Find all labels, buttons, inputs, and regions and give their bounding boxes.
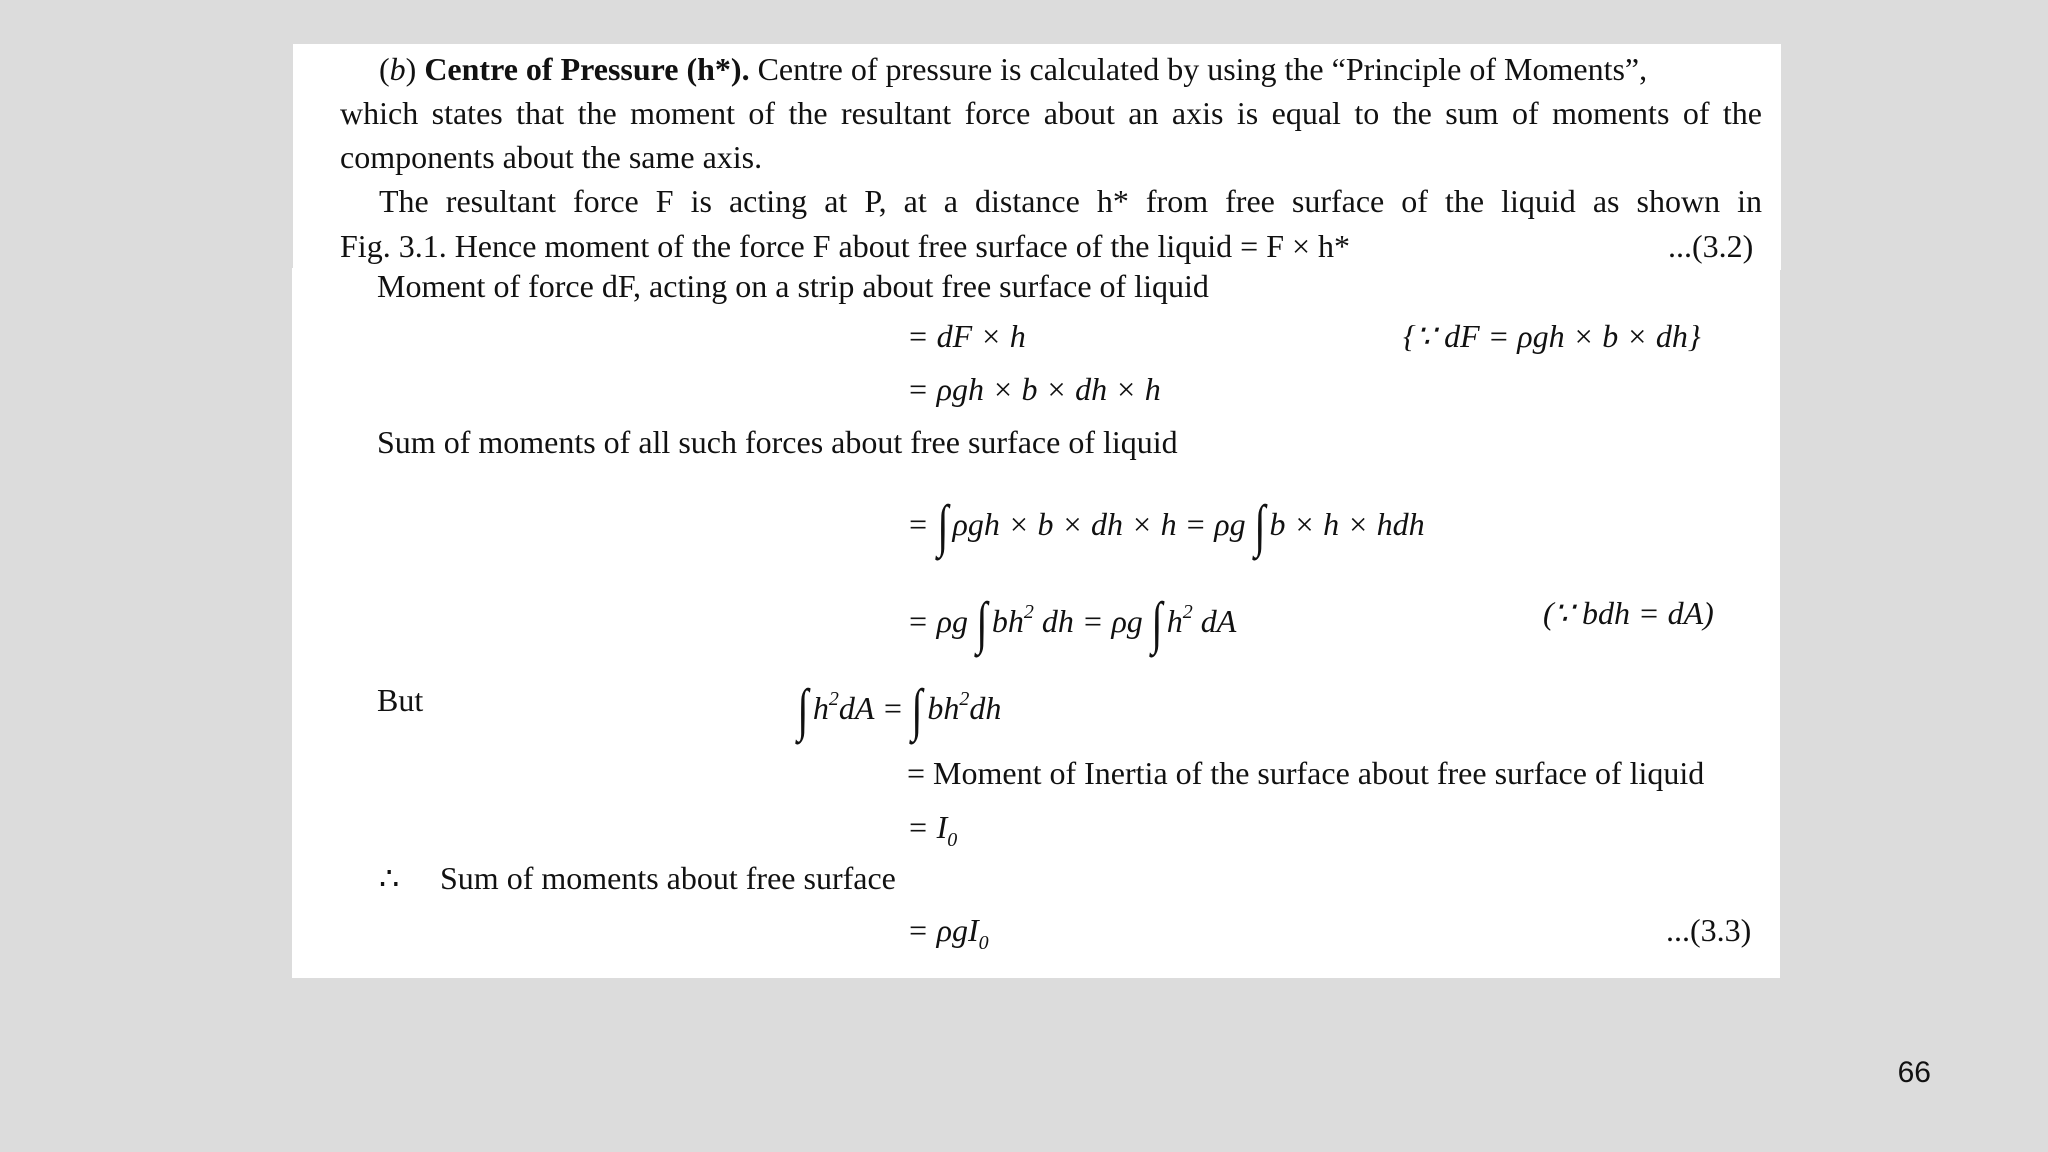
equation-1: = dF × h [907,318,1026,354]
integral-symbol: ∫ [797,677,809,742]
equation-4-note: (∵ bdh = dA) [1543,595,1714,631]
equation-4: = ρg ∫ $bh^2$ dh = ρg ∫ $h^2$ dA [907,590,1237,655]
integral-symbol: ∫ [1253,493,1266,558]
equation-6: = Moment of Inertia of the surface about free surface of liquid [907,755,1705,791]
equation-3: = ∫ ρgh × b × dh × h = ρg ∫ b × h × hdh [907,493,1425,558]
para2-line-1: The resultant force F is acting at P, at a distance h* from free surface of the liquid as shown in [379,183,1762,219]
section-line-2: which states that the moment of the resultant force about an axis is equal to the sum of moments of the [340,95,1762,131]
integral-symbol: ∫ [911,677,923,742]
therefore-symbol: ∴ [379,860,400,896]
integral-symbol: ∫ [1151,590,1163,655]
para2-line-2: Fig. 3.1. Hence moment of the force F about free surface of the liquid = F × h* [340,228,1351,264]
sum-moments-text: Sum of moments of all such forces about free surface of liquid [377,424,1178,460]
equation-1-note: {∵ dF = ρgh × b × dh} [1403,318,1701,354]
moment-strip-text: Moment of force dF, acting on a strip about free surface of liquid [377,268,1209,304]
equation-2: = ρgh × b × dh × h [907,371,1161,407]
equation-ref-3-3: ...(3.3) [1666,912,1752,948]
equation-7: = $I_0$ [907,809,958,851]
integral-symbol: ∫ [936,493,949,558]
page-number: 66 [1897,1056,1931,1089]
equation-8: = ρgI$_0$ [907,912,989,954]
integral-symbol: ∫ [976,590,988,655]
equation-ref-3-2: ...(3.2) [1668,228,1754,264]
section-line-3: components about the same axis. [340,139,763,175]
section-line-1: (b) Centre of Pressure (h*). Centre of pressure is calculated by using the “Principle of Moments”, [379,51,1648,87]
equation-5: ∫ $h^2dA$ = ∫ $bh^2dh$ [797,677,1002,742]
but-label: But [377,682,424,718]
section-heading: Centre of Pressure (h*). [424,51,750,87]
therefore-text: Sum of moments about free surface [440,860,896,896]
